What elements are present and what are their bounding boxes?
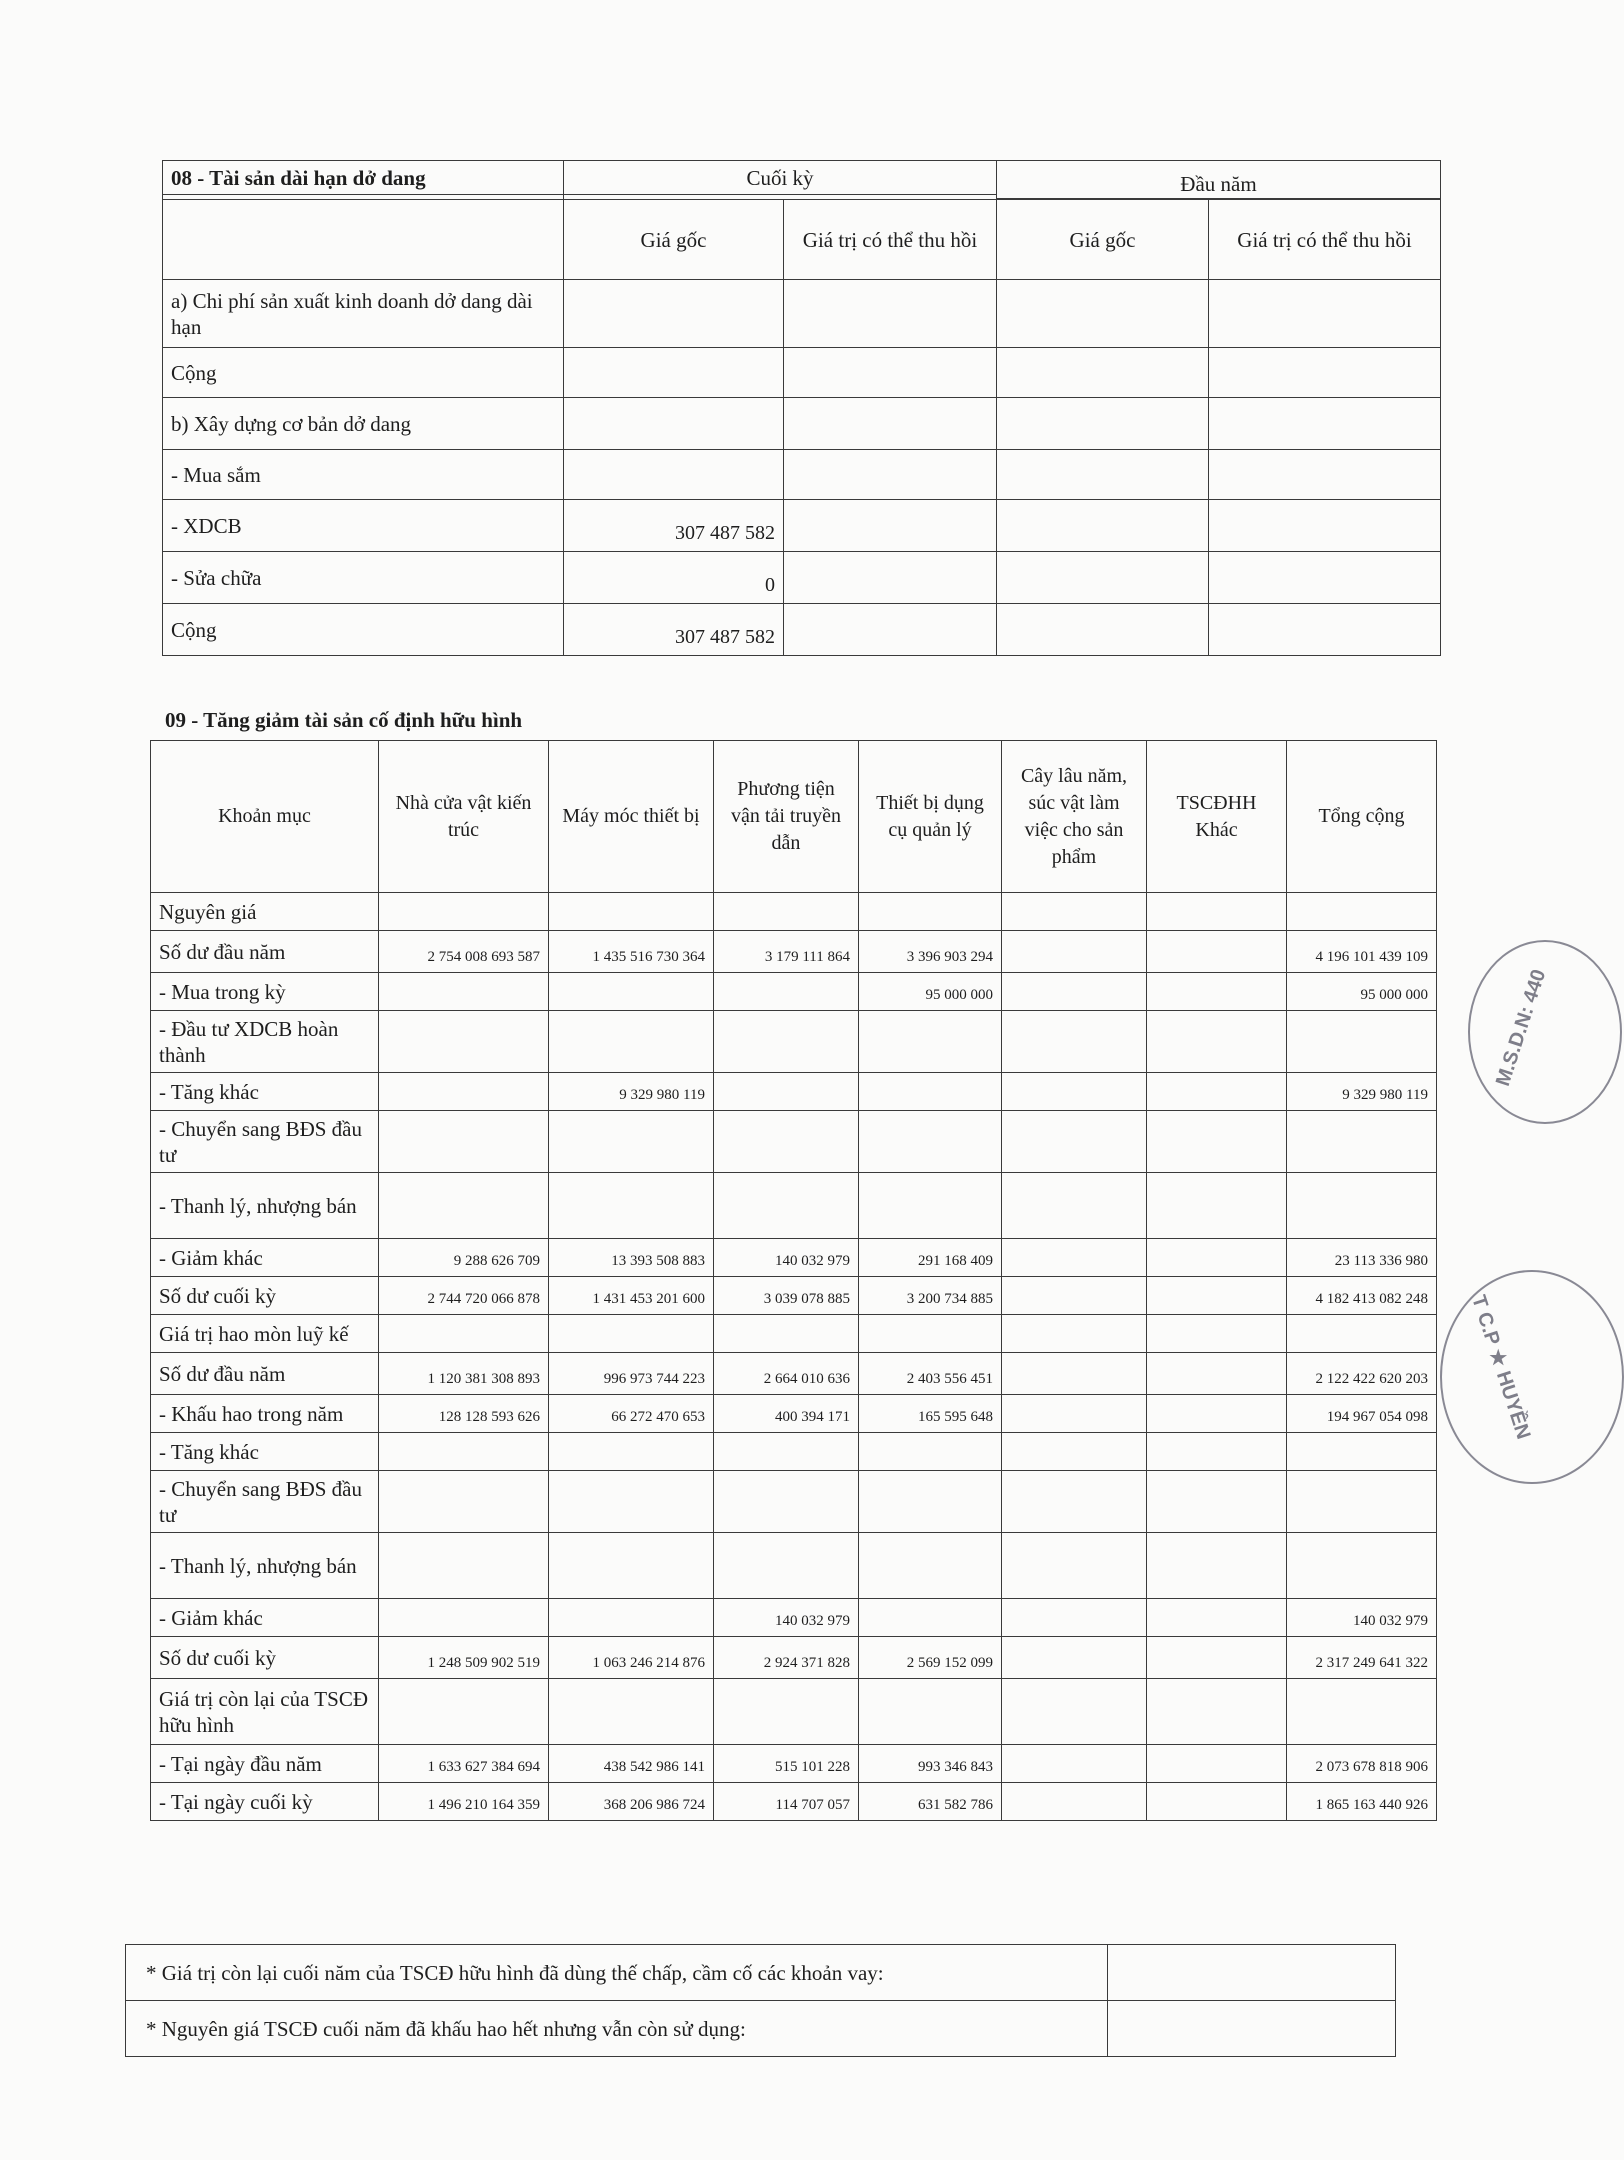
section09-cell (1002, 1471, 1147, 1533)
section09-cell: 114 707 057 (714, 1783, 859, 1821)
section09-cell (714, 1173, 859, 1239)
section09-header-5: Cây lâu năm, súc vật làm việc cho sản phẩm (1002, 741, 1147, 893)
section08-row-label: - XDCB (163, 500, 564, 552)
section09-cell (859, 1073, 1002, 1111)
section09-cell (714, 973, 859, 1011)
section09-cell (714, 1533, 859, 1599)
section09-cell (1002, 1599, 1147, 1637)
note-value (1108, 2001, 1396, 2057)
section09-cell: 4 182 413 082 248 (1287, 1277, 1437, 1315)
section09-row (151, 1111, 1437, 1173)
section09-cell (1002, 1239, 1147, 1277)
notes-rows (126, 1945, 1396, 2057)
section09-cell (1287, 1471, 1437, 1533)
section08-row-label: b) Xây dựng cơ bản dở dang (163, 398, 564, 450)
fixed-assets-table (150, 740, 1437, 1821)
section08-cell-gia-goc-ck: 307 487 582 (564, 604, 784, 656)
section09-cell (379, 1073, 549, 1111)
section09-row (151, 1353, 1437, 1395)
company-stamp-top (1468, 940, 1622, 1124)
section08-cell-thu-hoi-dn (1209, 552, 1441, 604)
section09-cell: 128 128 593 626 (379, 1395, 549, 1433)
section09-cell (1002, 1353, 1147, 1395)
section09-row-label: Số dư đầu năm (151, 931, 379, 973)
section09-cell: 1 431 453 201 600 (549, 1277, 714, 1315)
section09-row (151, 1433, 1437, 1471)
section09-row-label: - Đầu tư XDCB hoàn thành (151, 1011, 379, 1073)
section09-row (151, 1315, 1437, 1353)
section09-header-0: Khoản mục (151, 741, 379, 893)
section09-cell (549, 893, 714, 931)
section09-row (151, 1173, 1437, 1239)
section09-cell (1002, 1011, 1147, 1073)
section08-row-label: - Mua sắm (163, 450, 564, 500)
section09-row (151, 1011, 1437, 1073)
section09-row-label: - Tăng khác (151, 1433, 379, 1471)
long-term-assets-table (162, 160, 1441, 656)
section09-row-label: - Tại ngày cuối kỳ (151, 1783, 379, 1821)
section08-cell-thu-hoi-ck (784, 348, 997, 398)
section09-cell (1147, 1073, 1287, 1111)
section09-cell (714, 893, 859, 931)
section08-row (163, 398, 1441, 450)
section09-cell: 2 073 678 818 906 (1287, 1745, 1437, 1783)
section09-header-2: Máy móc thiết bị (549, 741, 714, 893)
section09-cell (714, 1011, 859, 1073)
section09-cell (1147, 1353, 1287, 1395)
section09-cell: 9 288 626 709 (379, 1239, 549, 1277)
section09-cell: 1 435 516 730 364 (549, 931, 714, 973)
section09-cell (1147, 1433, 1287, 1471)
note-row (126, 1945, 1396, 2001)
section09-cell: 631 582 786 (859, 1783, 1002, 1821)
section09-cell: 3 200 734 885 (859, 1277, 1002, 1315)
section08-cell-thu-hoi-ck (784, 552, 997, 604)
section09-cell: 66 272 470 653 (549, 1395, 714, 1433)
section09-cell: 194 967 054 098 (1287, 1395, 1437, 1433)
section09-cell (379, 1011, 549, 1073)
section08-row-label: a) Chi phí sản xuất kinh doanh dở dang dài hạn (163, 280, 564, 348)
section08-cell-thu-hoi-ck (784, 398, 997, 450)
section09-row (151, 1533, 1437, 1599)
section09-cell (379, 1433, 549, 1471)
section09-cell (1147, 1471, 1287, 1533)
section09-cell (1147, 1599, 1287, 1637)
section09-cell (1002, 1745, 1147, 1783)
section08-cell-gia-goc-dn (997, 398, 1209, 450)
section09-row (151, 893, 1437, 931)
section09-cell: 13 393 508 883 (549, 1239, 714, 1277)
section09-row (151, 1679, 1437, 1745)
section09-row (151, 1471, 1437, 1533)
section09-cell (1147, 893, 1287, 931)
section09-row (151, 1073, 1437, 1111)
section09-cell (859, 1679, 1002, 1745)
section09-cell: 2 924 371 828 (714, 1637, 859, 1679)
section09-cell (549, 1433, 714, 1471)
section09-cell: 2 403 556 451 (859, 1353, 1002, 1395)
section09-row-label: - Tại ngày đầu năm (151, 1745, 379, 1783)
section08-cell-thu-hoi-dn (1209, 500, 1441, 552)
section08-cell-thu-hoi-ck (784, 604, 997, 656)
section09-cell (1147, 1011, 1287, 1073)
section08-title: 08 - Tài sản dài hạn dở dang (163, 161, 564, 195)
section08-row-label: - Sửa chữa (163, 552, 564, 604)
section09-cell (859, 1111, 1002, 1173)
section08-cell-thu-hoi-dn (1209, 280, 1441, 348)
section09-row-label: - Chuyển sang BĐS đầu tư (151, 1111, 379, 1173)
section09-cell (549, 1173, 714, 1239)
section09-cell: 140 032 979 (1287, 1599, 1437, 1637)
section09-cell (1147, 1637, 1287, 1679)
section09-row (151, 931, 1437, 973)
header-dau-nam: Đầu năm (997, 161, 1441, 199)
section09-cell (714, 1073, 859, 1111)
section08-cell-gia-goc-dn (997, 604, 1209, 656)
company-stamp-bottom (1440, 1270, 1624, 1484)
section08-cell-gia-goc-dn (997, 348, 1209, 398)
section09-header-6: TSCĐHH Khác (1147, 741, 1287, 893)
section08-cell-gia-goc-ck (564, 348, 784, 398)
section09-cell (549, 1011, 714, 1073)
section09-cell: 993 346 843 (859, 1745, 1002, 1783)
section09-cell (1002, 1395, 1147, 1433)
note-row (126, 2001, 1396, 2057)
section09-cell (1147, 1395, 1287, 1433)
header-gia-goc-dn: Giá gốc (997, 200, 1209, 280)
section08-cell-thu-hoi-dn (1209, 348, 1441, 398)
section09-cell (379, 1533, 549, 1599)
section09-cell: 3 396 903 294 (859, 931, 1002, 973)
section09-cell (1287, 1433, 1437, 1471)
section09-cell (549, 1533, 714, 1599)
section08-cell-thu-hoi-dn (1209, 450, 1441, 500)
section09-row (151, 1239, 1437, 1277)
section08-cell-thu-hoi-ck (784, 500, 997, 552)
section09-cell (1002, 1173, 1147, 1239)
section09-cell (859, 1315, 1002, 1353)
section09-cell: 438 542 986 141 (549, 1745, 714, 1783)
section09-cell (1002, 1679, 1147, 1745)
section09-cell: 515 101 228 (714, 1745, 859, 1783)
section09-cell (1147, 1533, 1287, 1599)
section09-cell (1002, 1783, 1147, 1821)
section09-cell (714, 1315, 859, 1353)
section09-row-label: - Mua trong kỳ (151, 973, 379, 1011)
stamp-text-top: M.S.D.N: 440 (1492, 966, 1551, 1089)
section09-cell: 2 569 152 099 (859, 1637, 1002, 1679)
section09-row-label: Nguyên giá (151, 893, 379, 931)
section09-cell (549, 1599, 714, 1637)
section09-cell (714, 1111, 859, 1173)
section08-row (163, 348, 1441, 398)
section09-cell: 2 664 010 636 (714, 1353, 859, 1395)
section09-cell (859, 1471, 1002, 1533)
section09-row-label: - Giảm khác (151, 1599, 379, 1637)
section09-cell: 3 179 111 864 (714, 931, 859, 973)
section09-cell (549, 1471, 714, 1533)
section09-row-label: - Thanh lý, nhượng bán (151, 1533, 379, 1599)
section09-row-label: Giá trị còn lại của TSCĐ hữu hình (151, 1679, 379, 1745)
section09-cell: 291 168 409 (859, 1239, 1002, 1277)
section09-cell (714, 1471, 859, 1533)
section09-cell (549, 1315, 714, 1353)
section09-cell (1147, 1783, 1287, 1821)
section09-cell: 1 865 163 440 926 (1287, 1783, 1437, 1821)
section08-cell-thu-hoi-ck (784, 450, 997, 500)
section09-cell (859, 1173, 1002, 1239)
section08-cell-thu-hoi-dn (1209, 604, 1441, 656)
section08-cell-gia-goc-ck (564, 450, 784, 500)
section09-rows (151, 893, 1437, 1821)
section09-row (151, 1395, 1437, 1433)
section08-cell-gia-goc-dn (997, 280, 1209, 348)
section08-row (163, 280, 1441, 348)
header-thu-hoi-dn: Giá trị có thể thu hồi (1209, 200, 1441, 280)
header-thu-hoi-ck: Giá trị có thể thu hồi (784, 200, 997, 280)
note-label: * Giá trị còn lại cuối năm của TSCĐ hữu hình đã dùng thế chấp, cầm cố các khoản vay: (126, 1945, 1108, 2001)
section09-cell: 2 122 422 620 203 (1287, 1353, 1437, 1395)
section09-header-7: Tổng cộng (1287, 741, 1437, 893)
section09-header-3: Phương tiện vận tải truyền dẫn (714, 741, 859, 893)
section09-cell: 95 000 000 (1287, 973, 1437, 1011)
section09-cell: 3 039 078 885 (714, 1277, 859, 1315)
section09-cell (379, 1315, 549, 1353)
section09-cell (859, 1433, 1002, 1471)
section09-cell: 9 329 980 119 (1287, 1073, 1437, 1111)
section09-cell (1147, 1277, 1287, 1315)
section09-cell (1287, 1679, 1437, 1745)
section09-cell: 1 496 210 164 359 (379, 1783, 549, 1821)
section09-cell (549, 1111, 714, 1173)
notes-table (125, 1944, 1396, 2057)
section09-row-label: - Khấu hao trong năm (151, 1395, 379, 1433)
section08-cell-gia-goc-ck: 307 487 582 (564, 500, 784, 552)
section09-cell (1147, 973, 1287, 1011)
section08-row-label: Cộng (163, 604, 564, 656)
note-value (1108, 1945, 1396, 2001)
section09-cell (859, 1599, 1002, 1637)
section09-cell (379, 893, 549, 931)
section09-cell: 368 206 986 724 (549, 1783, 714, 1821)
stamp-text-bottom: T C.P ★ HUYỀN (1467, 1292, 1535, 1442)
section09-cell (1002, 1073, 1147, 1111)
section09-cell (1147, 1111, 1287, 1173)
section09-cell (379, 1679, 549, 1745)
section09-row-label: - Thanh lý, nhượng bán (151, 1173, 379, 1239)
section09-cell (1002, 1533, 1147, 1599)
section09-cell: 2 744 720 066 878 (379, 1277, 549, 1315)
section09-cell (1287, 1011, 1437, 1073)
section08-cell-gia-goc-ck: 0 (564, 552, 784, 604)
section08-cell-gia-goc-ck (564, 398, 784, 450)
section09-cell (549, 1679, 714, 1745)
section08-row (163, 450, 1441, 500)
section09-cell (859, 893, 1002, 931)
header-cuoi-ky: Cuối kỳ (564, 161, 997, 195)
section08-cell-gia-goc-ck (564, 280, 784, 348)
section08-row (163, 604, 1441, 656)
section09-cell: 140 032 979 (714, 1239, 859, 1277)
section08-cell-thu-hoi-dn (1209, 398, 1441, 450)
section09-row (151, 1637, 1437, 1679)
header-gia-goc-ck: Giá gốc (564, 200, 784, 280)
section09-cell (1287, 1173, 1437, 1239)
section09-cell: 2 754 008 693 587 (379, 931, 549, 973)
section09-row-label: - Tăng khác (151, 1073, 379, 1111)
section09-cell (1002, 1637, 1147, 1679)
section09-cell (1147, 1745, 1287, 1783)
section08-cell-gia-goc-dn (997, 552, 1209, 604)
section09-cell (379, 1173, 549, 1239)
section09-cell (379, 1599, 549, 1637)
section09-cell (1147, 1315, 1287, 1353)
section09-title: 09 - Tăng giảm tài sản cố định hữu hình (165, 708, 523, 732)
section08-rows (163, 280, 1441, 656)
section09-cell (379, 1471, 549, 1533)
section09-cell: 4 196 101 439 109 (1287, 931, 1437, 973)
section09-row-label: - Giảm khác (151, 1239, 379, 1277)
section09-cell (1287, 1111, 1437, 1173)
section09-cell: 9 329 980 119 (549, 1073, 714, 1111)
section09-header-row (151, 741, 1437, 893)
section09-cell: 2 317 249 641 322 (1287, 1637, 1437, 1679)
section09-row-label: Số dư cuối kỳ (151, 1637, 379, 1679)
section09-row (151, 1745, 1437, 1783)
section09-cell (1147, 931, 1287, 973)
section09-cell (1287, 1315, 1437, 1353)
section09-cell (1002, 1315, 1147, 1353)
section09-cell (1147, 1239, 1287, 1277)
section09-cell: 23 113 336 980 (1287, 1239, 1437, 1277)
section09-row-label: Giá trị hao mòn luỹ kế (151, 1315, 379, 1353)
section09-cell (549, 973, 714, 1011)
section09-cell (1287, 1533, 1437, 1599)
section09-row (151, 973, 1437, 1011)
section08-cell-thu-hoi-ck (784, 280, 997, 348)
section09-cell: 1 633 627 384 694 (379, 1745, 549, 1783)
section09-cell: 1 248 509 902 519 (379, 1637, 549, 1679)
section09-cell: 1 120 381 308 893 (379, 1353, 549, 1395)
section09-row-label: - Chuyển sang BĐS đầu tư (151, 1471, 379, 1533)
note-label: * Nguyên giá TSCĐ cuối năm đã khấu hao hết nhưng vẫn còn sử dụng: (126, 2001, 1108, 2057)
section08-cell-gia-goc-dn (997, 500, 1209, 552)
section09-cell (1002, 1277, 1147, 1315)
section09-cell (1002, 973, 1147, 1011)
section09-cell (1002, 1433, 1147, 1471)
section09-row (151, 1783, 1437, 1821)
section09-cell (859, 1011, 1002, 1073)
section09-cell: 95 000 000 (859, 973, 1002, 1011)
section09-cell (379, 1111, 549, 1173)
section09-cell (379, 973, 549, 1011)
section09-cell: 400 394 171 (714, 1395, 859, 1433)
section09-cell (1147, 1679, 1287, 1745)
section09-header-4: Thiết bị dụng cụ quản lý (859, 741, 1002, 893)
section09-cell (714, 1679, 859, 1745)
section09-cell (859, 1533, 1002, 1599)
section09-row (151, 1277, 1437, 1315)
section09-cell (1002, 931, 1147, 973)
section09-cell: 996 973 744 223 (549, 1353, 714, 1395)
section09-cell (1002, 1111, 1147, 1173)
section09-cell: 165 595 648 (859, 1395, 1002, 1433)
section08-row (163, 552, 1441, 604)
section09-cell (714, 1433, 859, 1471)
section09-cell (1147, 1173, 1287, 1239)
section09-header-1: Nhà cửa vật kiến trúc (379, 741, 549, 893)
section08-cell-gia-goc-dn (997, 450, 1209, 500)
section09-cell: 140 032 979 (714, 1599, 859, 1637)
section08-row (163, 500, 1441, 552)
section09-cell: 1 063 246 214 876 (549, 1637, 714, 1679)
section08-row-label: Cộng (163, 348, 564, 398)
section09-row-label: Số dư cuối kỳ (151, 1277, 379, 1315)
section09-row (151, 1599, 1437, 1637)
section09-cell (1002, 893, 1147, 931)
section09-cell (1287, 893, 1437, 931)
section09-row-label: Số dư đầu năm (151, 1353, 379, 1395)
